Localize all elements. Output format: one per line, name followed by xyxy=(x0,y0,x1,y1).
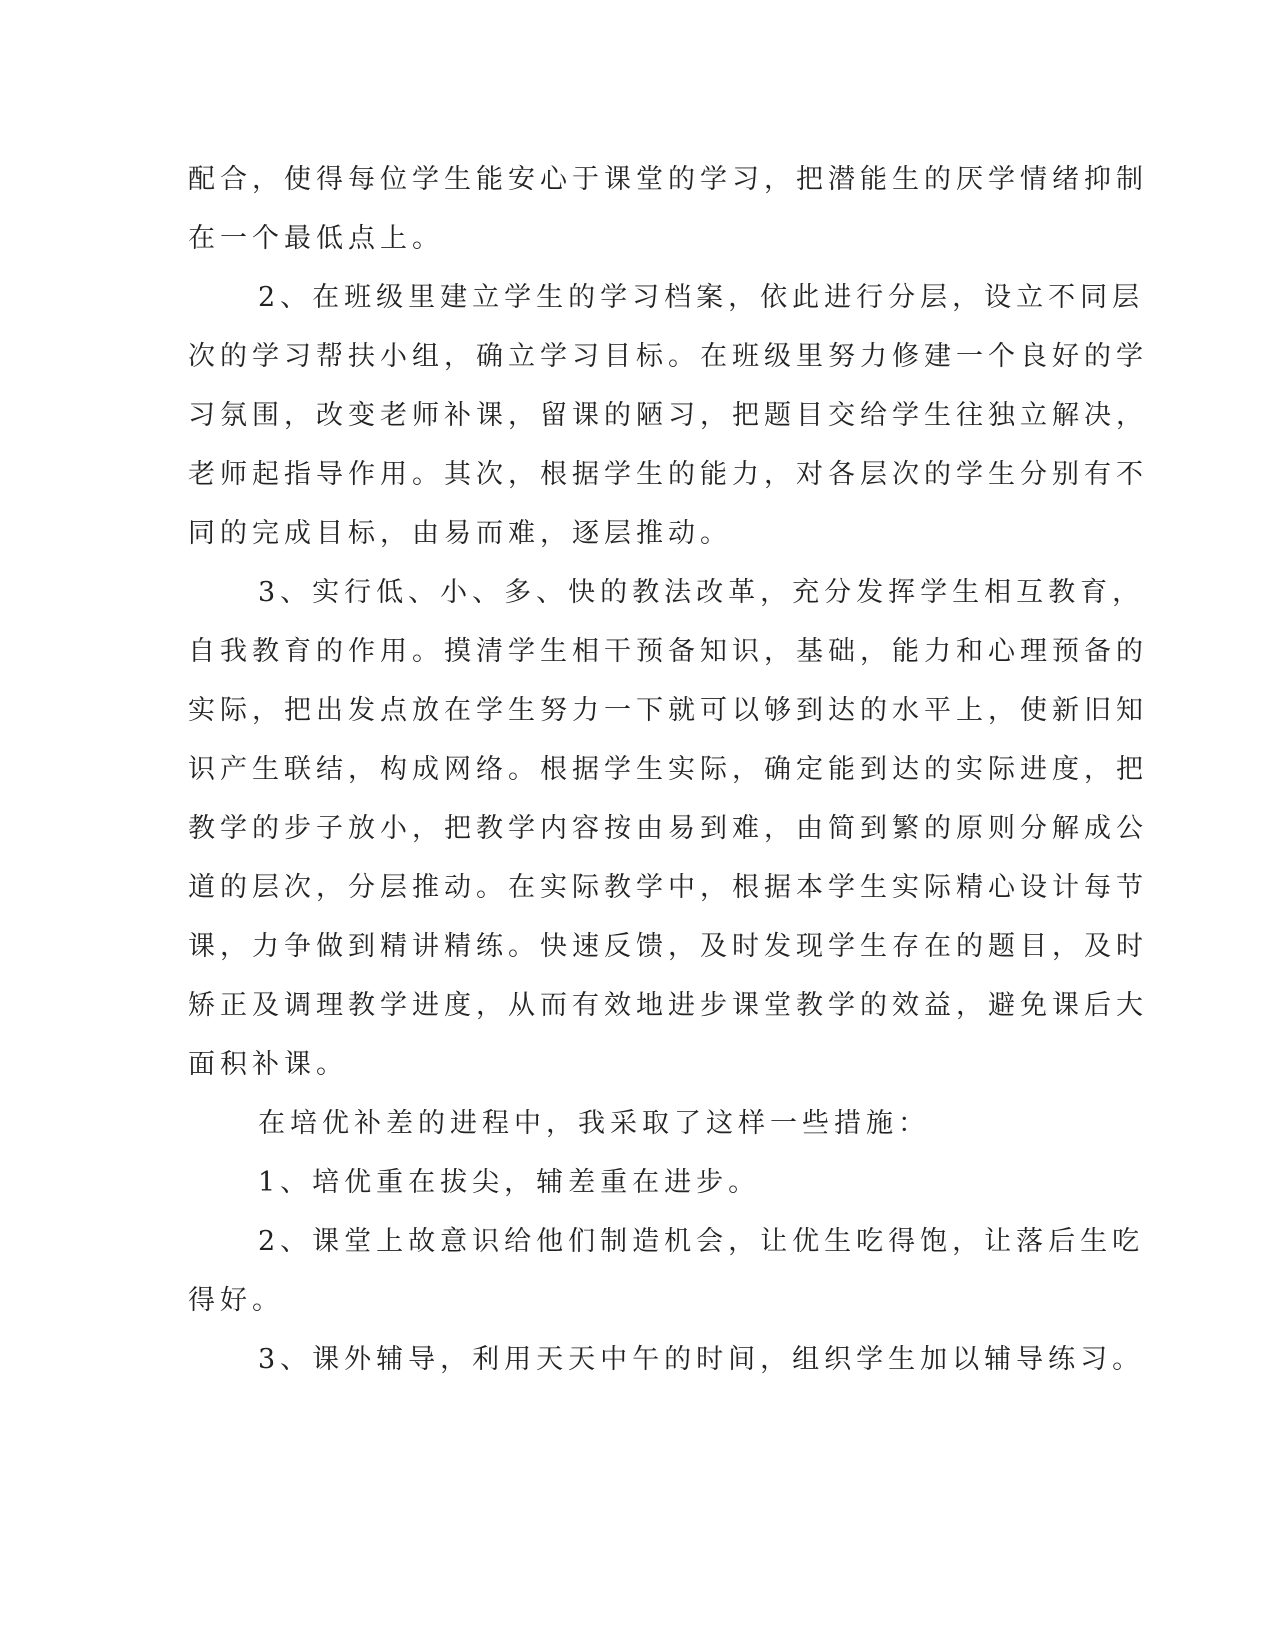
text-line: 得好。 xyxy=(188,1285,284,1316)
text-line: 配合，使得每位学生能安心于课堂的学习，把潜能生的厌学情绪抑制 xyxy=(188,164,1148,195)
text-line: 3、课外辅导，利用天天中午的时间，组织学生加以辅导练习。 xyxy=(258,1344,1145,1375)
text-line: 1、培优重在拔尖，辅差重在进步。 xyxy=(258,1167,761,1198)
text-line: 道的层次，分层推动。在实际教学中，根据本学生实际精心设计每节 xyxy=(188,872,1148,903)
text-line: 2、在班级里建立学生的学习档案，依此进行分层，设立不同层 xyxy=(258,282,1145,313)
text-line: 3、实行低、小、多、快的教法改革，充分发挥学生相互教育， xyxy=(258,577,1145,608)
text-line: 识产生联结，构成网络。根据学生实际，确定能到达的实际进度，把 xyxy=(188,754,1148,785)
text-line: 在培优补差的进程中，我采取了这样一些措施： xyxy=(258,1108,930,1139)
text-line: 在一个最低点上。 xyxy=(188,223,444,254)
text-line: 实际，把出发点放在学生努力一下就可以够到达的水平上，使新旧知 xyxy=(188,695,1148,726)
text-line: 自我教育的作用。摸清学生相干预备知识，基础，能力和心理预备的 xyxy=(188,636,1148,667)
text-line: 矫正及调理教学进度，从而有效地进步课堂教学的效益，避免课后大 xyxy=(188,990,1148,1021)
text-line: 面积补课。 xyxy=(188,1049,348,1080)
text-line: 课，力争做到精讲精练。快速反馈，及时发现学生存在的题目，及时 xyxy=(188,931,1148,962)
text-line: 2、课堂上故意识给他们制造机会，让优生吃得饱，让落后生吃 xyxy=(258,1226,1145,1257)
text-line: 老师起指导作用。其次，根据学生的能力，对各层次的学生分别有不 xyxy=(188,459,1148,490)
text-line: 习氛围，改变老师补课，留课的陋习，把题目交给学生往独立解决， xyxy=(188,400,1148,431)
text-line: 次的学习帮扶小组，确立学习目标。在班级里努力修建一个良好的学 xyxy=(188,341,1148,372)
text-line: 同的完成目标，由易而难，逐层推动。 xyxy=(188,518,732,549)
text-line: 教学的步子放小，把教学内容按由易到难，由简到繁的原则分解成公 xyxy=(188,813,1148,844)
